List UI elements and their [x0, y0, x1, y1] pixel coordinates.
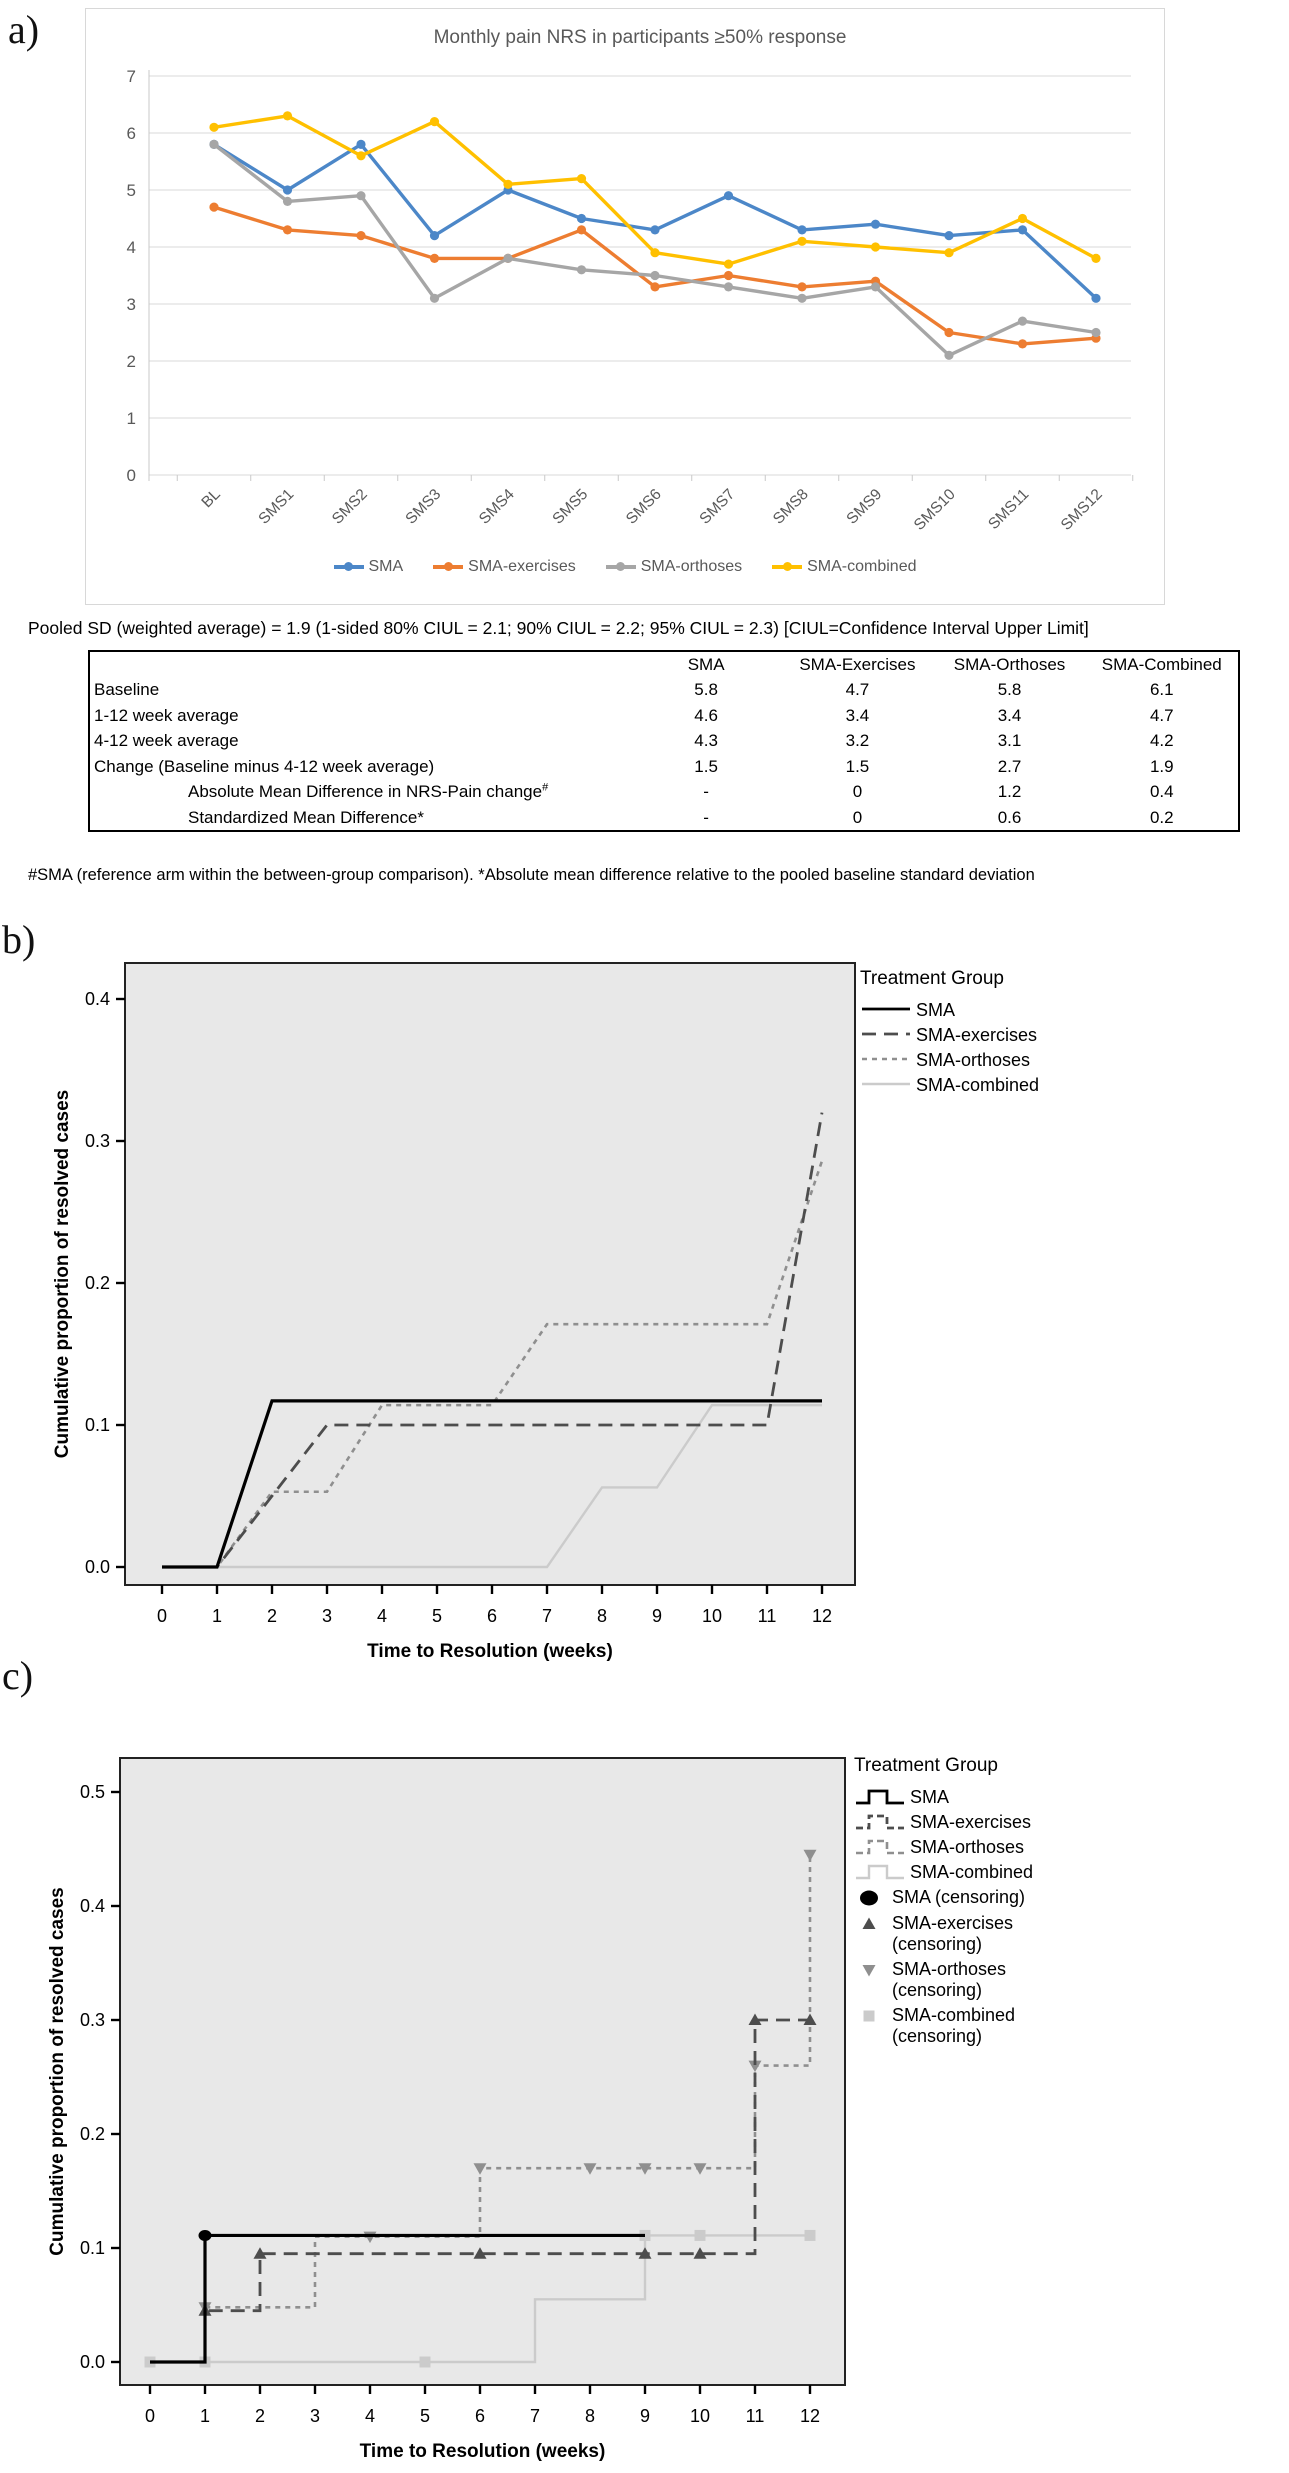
legend-label: SMA (censoring) — [892, 1887, 1026, 1907]
table-row — [89, 703, 1239, 728]
data-point — [944, 231, 953, 240]
y-tick-label: 0.3 — [79, 2010, 105, 2030]
data-point — [1018, 317, 1027, 326]
legend-line-sample — [606, 565, 636, 569]
x-tick-label: 9 — [651, 1606, 663, 1626]
table-footnote: #SMA (reference arm within the between-group comparison). *Absolute mean difference relative to the pooled baseline standard deviation — [28, 866, 1035, 884]
x-tick-label: 7 — [529, 2406, 541, 2426]
legend-label: SMA-exercises — [916, 1025, 1038, 1045]
table-cell: 3.4 — [997, 705, 1022, 725]
legend-line-sample — [854, 1862, 906, 1882]
table-header-row — [89, 651, 1239, 677]
table-cell: 4.7 — [845, 680, 870, 700]
panel-a-legend — [85, 558, 1165, 576]
table-cell: 4.7 — [1149, 705, 1174, 725]
x-tick-label: SMS9 — [843, 485, 886, 528]
x-tick-label: SMS4 — [475, 485, 518, 528]
legend-title: Treatment Group — [854, 1755, 998, 1776]
panel-a-chart — [85, 8, 1165, 605]
data-point — [1018, 339, 1027, 348]
x-tick-label: 2 — [254, 2406, 266, 2426]
table-cell: 1.2 — [997, 782, 1022, 802]
table-cell: 0 — [852, 782, 863, 802]
data-point — [283, 197, 292, 206]
legend-line-sample — [854, 1787, 906, 1807]
y-axis-label: Cumulative proportion of resolved cases — [47, 1887, 68, 2256]
legend-label: SMA-orthoses — [640, 558, 743, 575]
km-plot-b — [0, 925, 1289, 1670]
data-point — [356, 151, 365, 160]
y-tick-label: 0 — [126, 466, 136, 485]
legend-line-sample — [854, 1837, 906, 1857]
x-axis-label: Time to Resolution (weeks) — [359, 2441, 606, 2462]
legend-label: SMA-exercises (censoring) — [892, 1913, 1014, 1954]
data-point — [724, 191, 733, 200]
legend-label: SMA-exercises — [910, 1812, 1032, 1832]
legend-item-SMA-combined — [860, 1075, 1039, 1096]
x-tick-label: 6 — [474, 2406, 486, 2426]
data-point — [724, 260, 733, 269]
legend-item-SMA-exercises — [433, 558, 576, 576]
legend-label: SMA — [910, 1787, 950, 1807]
panel-c-label: c) — [2, 1653, 34, 1698]
legend-line-sample — [860, 1000, 912, 1020]
legend-label: SMA-combined (censoring) — [892, 2005, 1016, 2046]
data-point — [797, 237, 806, 246]
x-tick-label: 3 — [321, 1606, 333, 1626]
legend-line-sample — [433, 565, 463, 569]
table-cell: - — [703, 807, 709, 827]
x-tick-label: SMS5 — [549, 485, 592, 528]
row-label: Standardized Mean Difference* — [188, 807, 424, 827]
panel-b-label: b) — [2, 917, 36, 962]
y-axis-label: Cumulative proportion of resolved cases — [52, 1089, 73, 1459]
y-tick-label: 2 — [126, 352, 136, 371]
data-point — [944, 328, 953, 337]
table-cell: 0.6 — [997, 807, 1022, 827]
data-point — [209, 140, 218, 149]
x-tick-label: 1 — [211, 1606, 223, 1626]
x-tick-label: 1 — [199, 2406, 211, 2426]
data-point — [650, 271, 659, 280]
x-tick-label: SMS7 — [696, 485, 739, 528]
data-point — [356, 140, 365, 149]
data-point — [503, 254, 512, 263]
x-tick-label: 12 — [799, 2406, 821, 2426]
legend-line-sample — [860, 1025, 912, 1045]
legend-label: SMA-orthoses — [910, 1837, 1025, 1857]
table-cell: 2.7 — [997, 756, 1022, 776]
data-point — [430, 117, 439, 126]
data-point — [577, 265, 586, 274]
y-tick-label: 6 — [126, 124, 136, 143]
table-row — [89, 728, 1239, 753]
data-point — [724, 271, 733, 280]
y-tick-label: 0.3 — [84, 1131, 110, 1151]
x-tick-label: 0 — [144, 2406, 156, 2426]
y-tick-label: 4 — [126, 238, 136, 257]
y-tick-label: 0.0 — [84, 1557, 110, 1577]
x-tick-label: SMS1 — [255, 485, 298, 528]
table-cell: 3.2 — [845, 731, 870, 751]
table-cell: - — [703, 782, 709, 802]
legend-title: Treatment Group — [860, 968, 1004, 989]
column-header: SMA — [687, 655, 725, 674]
data-point — [871, 220, 880, 229]
data-point — [650, 248, 659, 257]
y-tick-label: 0.1 — [84, 1415, 110, 1435]
legend-label: SMA-orthoses — [916, 1050, 1031, 1070]
x-tick-label: 5 — [431, 1606, 443, 1626]
x-tick-label: 4 — [376, 1606, 388, 1626]
data-point — [1091, 294, 1100, 303]
table-cell: 3.1 — [997, 731, 1022, 751]
data-point — [577, 214, 586, 223]
x-tick-label: 8 — [584, 2406, 596, 2426]
legend-item-SMA-exercises — [854, 1812, 1088, 1833]
legend-item-SMA — [860, 1000, 1039, 1021]
legend-marker-sample — [854, 1913, 888, 1935]
data-point — [797, 225, 806, 234]
legend-item-SMA-orthoses — [860, 1050, 1039, 1071]
data-point — [283, 225, 292, 234]
x-tick-label: BL — [198, 485, 224, 512]
table-row — [89, 805, 1239, 831]
data-point — [1091, 254, 1100, 263]
x-tick-label: SMS3 — [402, 485, 445, 528]
data-point — [797, 282, 806, 291]
data-point — [944, 351, 953, 360]
table-cell: 1.5 — [694, 756, 718, 776]
data-point — [577, 174, 586, 183]
row-label: 1-12 week average — [94, 705, 239, 725]
y-tick-label: 0.0 — [79, 2352, 105, 2372]
data-point — [283, 111, 292, 120]
legend-label: SMA-combined — [910, 1862, 1034, 1882]
legend-label: SMA — [368, 558, 404, 575]
data-point — [283, 185, 292, 194]
x-axis-label: Time to Resolution (weeks) — [367, 1641, 613, 1662]
x-tick-label: SMS12 — [1057, 485, 1106, 534]
panel-a-label: a) — [8, 7, 40, 52]
x-tick-label: 11 — [745, 2406, 765, 2426]
x-tick-label: SMS6 — [622, 485, 665, 528]
data-point — [209, 123, 218, 132]
summary-table — [88, 650, 1240, 832]
legend-line-sample — [860, 1050, 912, 1070]
column-header: SMA-Orthoses — [953, 655, 1066, 674]
legend-item-SMA-exercises — [860, 1025, 1039, 1046]
x-tick-label: 10 — [701, 1606, 723, 1626]
table-row — [89, 779, 1239, 804]
data-point — [724, 282, 733, 291]
y-tick-label: 0.4 — [84, 989, 110, 1009]
data-point — [650, 225, 659, 234]
table-cell: 0.2 — [1149, 807, 1174, 827]
x-tick-label: 11 — [757, 1606, 777, 1626]
table-cell: 5.8 — [694, 680, 718, 700]
panel-c-legend — [854, 1755, 1088, 2049]
y-tick-label: 7 — [126, 67, 136, 86]
legend-marker-sample — [854, 1887, 888, 1909]
table-cell: 0.4 — [1149, 782, 1174, 802]
x-tick-label: SMS8 — [769, 485, 812, 528]
y-tick-label: 0.1 — [79, 2238, 105, 2258]
legend-label: SMA-orthoses (censoring) — [892, 1959, 1007, 2000]
y-tick-label: 0.5 — [79, 1782, 105, 1802]
legend-item-SMA-combined — [854, 1862, 1088, 1883]
data-point — [209, 203, 218, 212]
panel-b-legend — [860, 968, 1039, 1098]
pooled-sd-note: Pooled SD (weighted average) = 1.9 (1-sided 80% CIUL = 2.1; 90% CIUL = 2.2; 95% CIUL = 2.3) [CIUL=Confidence Interval Upper Limit] — [28, 618, 1089, 638]
x-tick-label: 8 — [596, 1606, 608, 1626]
x-tick-label: 3 — [309, 2406, 321, 2426]
y-tick-label: 0.4 — [79, 1896, 105, 1916]
x-tick-label: SMS10 — [910, 485, 959, 534]
data-point — [797, 294, 806, 303]
data-point — [871, 242, 880, 251]
x-tick-label: 9 — [639, 2406, 651, 2426]
data-point — [577, 225, 586, 234]
column-header: SMA-Exercises — [799, 655, 916, 674]
legend-item-SMA-exercises (censoring) — [854, 1913, 1088, 1955]
data-point — [1091, 328, 1100, 337]
data-point — [430, 231, 439, 240]
legend-line-sample — [334, 565, 364, 569]
legend-marker-sample — [854, 2005, 888, 2027]
legend-item-SMA-orthoses (censoring) — [854, 1959, 1088, 2001]
row-label: 4-12 week average — [94, 731, 239, 751]
x-tick-label: 7 — [541, 1606, 553, 1626]
data-point — [1018, 214, 1027, 223]
monthly-pain-line-chart — [86, 9, 1164, 604]
legend-item-SMA (censoring) — [854, 1887, 1088, 1909]
km-plot-c — [0, 1700, 1289, 2473]
legend-item-SMA — [854, 1787, 1088, 1808]
table-cell: 4.6 — [694, 705, 718, 725]
table-cell: 0 — [852, 807, 863, 827]
data-point — [650, 282, 659, 291]
x-tick-label: SMS2 — [328, 485, 371, 528]
x-tick-label: 2 — [266, 1606, 278, 1626]
chart-a-title: Monthly pain NRS in participants ≥50% response — [433, 27, 847, 48]
table-row — [89, 754, 1239, 779]
table-cell: 4.3 — [694, 731, 718, 751]
table-cell: 1.9 — [1149, 756, 1174, 776]
legend-line-sample — [860, 1075, 912, 1095]
data-point — [356, 231, 365, 240]
x-tick-label: 12 — [811, 1606, 833, 1626]
y-tick-label: 1 — [126, 409, 136, 428]
data-point — [1018, 225, 1027, 234]
legend-marker-sample — [854, 1959, 888, 1981]
legend-item-SMA-orthoses — [606, 558, 742, 576]
x-tick-label: 10 — [689, 2406, 711, 2426]
y-tick-label: 0.2 — [84, 1273, 110, 1293]
y-tick-label: 0.2 — [79, 2124, 105, 2144]
data-point — [430, 254, 439, 263]
legend-item-SMA — [334, 558, 404, 576]
x-tick-label: SMS11 — [985, 485, 1033, 533]
legend-label: SMA-combined — [807, 558, 917, 575]
data-point — [503, 180, 512, 189]
x-tick-label: 6 — [486, 1606, 498, 1626]
legend-line-sample — [772, 565, 802, 569]
row-label: Baseline — [94, 680, 160, 700]
y-tick-label: 5 — [126, 181, 136, 200]
table-row — [89, 677, 1239, 702]
x-tick-label: 5 — [419, 2406, 431, 2426]
table-cell: 4.2 — [1149, 731, 1174, 751]
x-tick-label: 4 — [364, 2406, 376, 2426]
row-label: Change (Baseline minus 4-12 week average) — [94, 756, 435, 776]
legend-label: SMA-exercises — [468, 558, 576, 575]
data-point — [871, 282, 880, 291]
row-label: Absolute Mean Difference in NRS-Pain change# — [188, 781, 549, 802]
y-tick-label: 3 — [126, 295, 136, 314]
x-tick-label: 0 — [156, 1606, 168, 1626]
table-cell: 5.8 — [997, 680, 1022, 700]
legend-item-SMA-combined — [772, 558, 916, 576]
data-point — [356, 191, 365, 200]
table-cell: 1.5 — [845, 756, 870, 776]
table-cell: 3.4 — [845, 705, 870, 725]
legend-line-sample — [854, 1812, 906, 1832]
legend-label: SMA-combined — [916, 1075, 1040, 1095]
data-point — [430, 294, 439, 303]
legend-item-SMA-orthoses — [854, 1837, 1088, 1858]
column-header: SMA-Combined — [1101, 655, 1222, 674]
table-cell: 6.1 — [1149, 680, 1174, 700]
legend-item-SMA-combined (censoring) — [854, 2005, 1088, 2047]
data-point — [944, 248, 953, 257]
legend-label: SMA — [916, 1000, 956, 1020]
